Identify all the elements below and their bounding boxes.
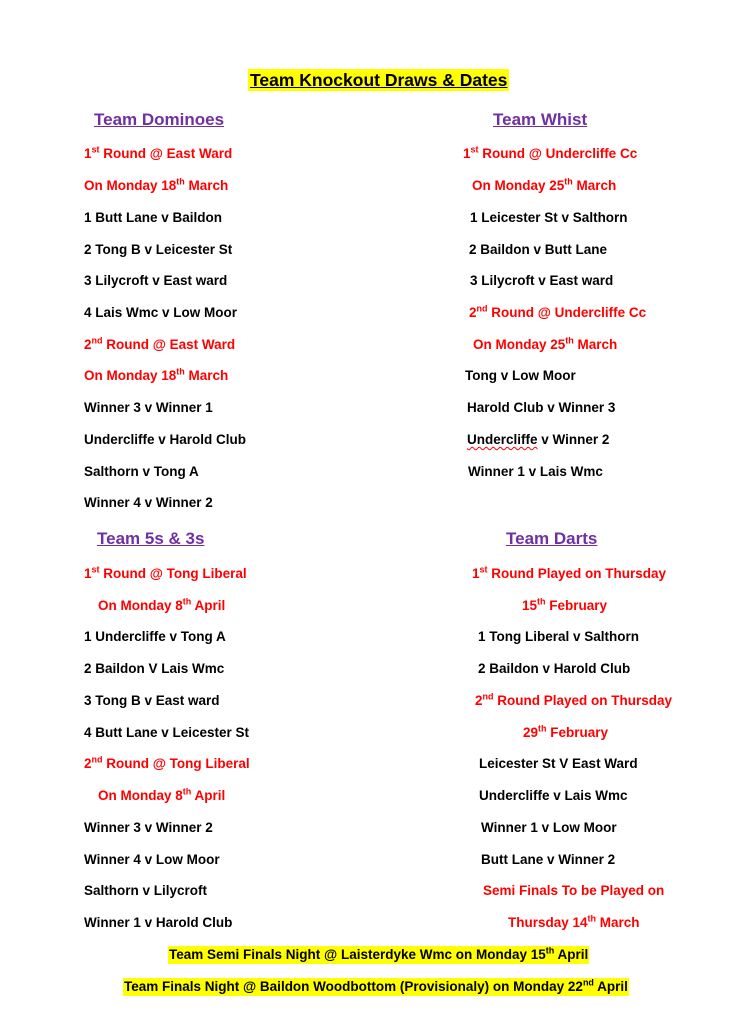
fives-match: 4 Butt Lane v Leicester St (84, 725, 250, 740)
darts-match: 2 Baildon v Harold Club (478, 661, 631, 676)
finals-night: Team Finals Night @ Baildon Woodbottom (Provisionaly) on Monday 22nd April (124, 977, 628, 994)
dominoes-heading: Team Dominoes (94, 110, 225, 129)
dominoes-match: 1 Butt Lane v Baildon (84, 210, 223, 225)
dominoes-round1-date: On Monday 18th March (84, 176, 229, 193)
whist-round1-date: On Monday 25th March (472, 176, 617, 193)
dominoes-match: 4 Lais Wmc v Low Moor (84, 305, 238, 320)
whist-match: 1 Leicester St v Salthorn (470, 210, 628, 225)
darts-heading: Team Darts (506, 529, 598, 548)
semi-finals-night: Team Semi Finals Night @ Laisterdyke Wmc on Monday 15th April (169, 945, 589, 962)
fives-round2-date: On Monday 8th April (98, 786, 226, 803)
spellcheck-flagged-word: Undercliffe (467, 432, 538, 447)
dominoes-match: Undercliffe v Harold Club (84, 432, 247, 447)
fives-round2-title: 2nd Round @ Tong Liberal (84, 754, 250, 771)
dominoes-match: Winner 4 v Winner 2 (84, 495, 213, 510)
page-title: Team Knockout Draws & Dates (250, 70, 508, 90)
fives-heading: Team 5s & 3s (97, 529, 205, 548)
whist-heading: Team Whist (493, 110, 588, 129)
darts-match: Leicester St V East Ward (479, 756, 638, 771)
fives-match: 3 Tong B v East ward (84, 693, 220, 708)
darts-round2-date: 29th February (523, 723, 609, 740)
fives-match: Winner 4 v Low Moor (84, 852, 220, 867)
fives-round1-title: 1st Round @ Tong Liberal (84, 564, 247, 581)
fives-match: Winner 1 v Harold Club (84, 915, 233, 930)
darts-semi-date: Thursday 14th March (508, 913, 640, 930)
whist-round2-date: On Monday 25th March (473, 335, 618, 352)
dominoes-match: Winner 3 v Winner 1 (84, 400, 213, 415)
dominoes-round1-title: 1st Round @ East Ward (84, 144, 233, 161)
whist-match: Tong v Low Moor (465, 368, 576, 383)
darts-round2-title: 2nd Round Played on Thursday (475, 691, 673, 708)
fives-match: 2 Baildon V Lais Wmc (84, 661, 225, 676)
whist-round1-title: 1st Round @ Undercliffe Cc (463, 144, 638, 161)
darts-round1-title: 1st Round Played on Thursday (472, 564, 667, 581)
dominoes-match: Salthorn v Tong A (84, 464, 199, 479)
dominoes-round2-title: 2nd Round @ East Ward (84, 335, 236, 352)
dominoes-match: 3 Lilycroft v East ward (84, 273, 228, 288)
whist-match: 3 Lilycroft v East ward (470, 273, 614, 288)
darts-match: Undercliffe v Lais Wmc (479, 788, 628, 803)
darts-round1-date: 15th February (522, 596, 608, 613)
darts-match: Winner 1 v Low Moor (481, 820, 617, 835)
darts-semi-title: Semi Finals To be Played on (483, 883, 665, 898)
whist-match: Winner 1 v Lais Wmc (468, 464, 603, 479)
whist-round2-title: 2nd Round @ Undercliffe Cc (469, 303, 647, 320)
fives-match: Salthorn v Lilycroft (84, 883, 208, 898)
fives-match: 1 Undercliffe v Tong A (84, 629, 226, 644)
dominoes-round2-date: On Monday 18th March (84, 366, 229, 383)
darts-match: Butt Lane v Winner 2 (481, 852, 616, 867)
whist-match: 2 Baildon v Butt Lane (469, 242, 608, 257)
darts-match: 1 Tong Liberal v Salthorn (478, 629, 640, 644)
fives-match: Winner 3 v Winner 2 (84, 820, 213, 835)
dominoes-match: 2 Tong B v Leicester St (84, 242, 233, 257)
whist-match: Undercliffe v Winner 2 (467, 432, 610, 447)
fives-round1-date: On Monday 8th April (98, 596, 226, 613)
whist-match: Harold Club v Winner 3 (467, 400, 616, 415)
